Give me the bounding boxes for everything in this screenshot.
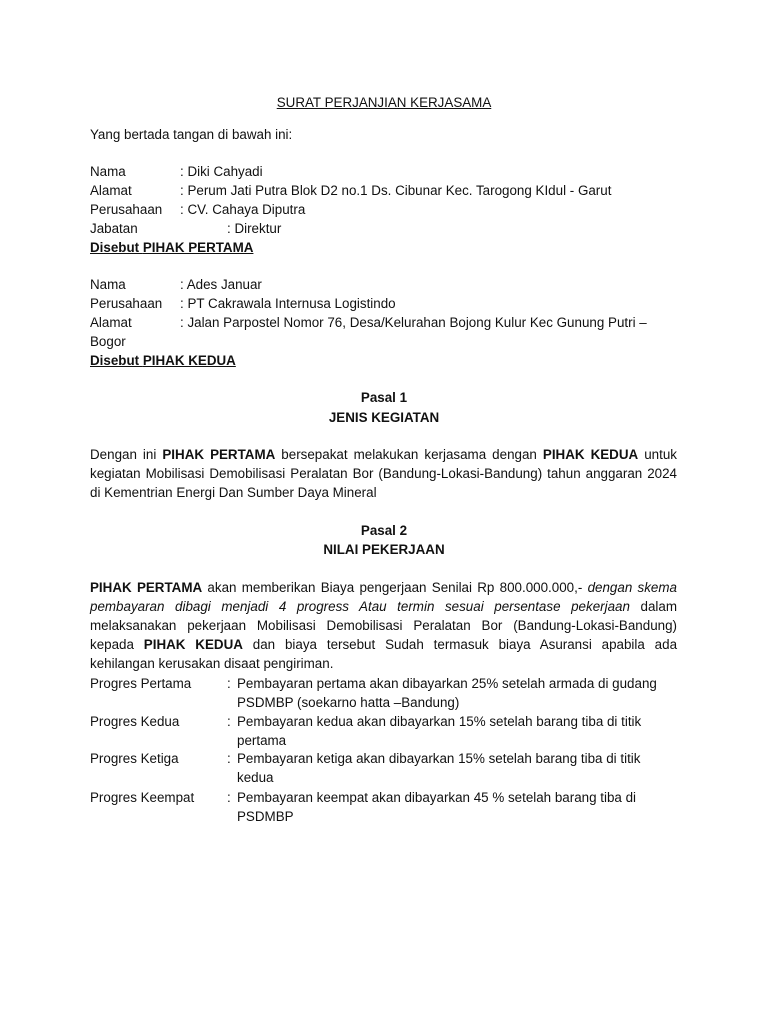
party1-address-row — [90, 181, 611, 200]
progress-label: Progres Kedua — [90, 714, 180, 729]
field-label: Jabatan — [90, 221, 138, 236]
party1-designation — [90, 238, 253, 257]
pasal2-paragraph-line — [90, 578, 677, 597]
progress-label: Progres Pertama — [90, 676, 192, 691]
progress-text-continuation: PSDMBP (soekarno hatta –Bandung) — [237, 695, 460, 710]
text-run: dalam — [629, 599, 677, 614]
progress-text-continuation: PSDMBP — [237, 809, 294, 824]
field-value: : CV. Cahaya Diputra — [180, 202, 306, 217]
pasal1-heading: JENIS KEGIATAN — [328, 410, 440, 425]
text-run: kepada — [90, 637, 144, 652]
designation-prefix: Disebut — [90, 240, 143, 255]
progress-colon: : — [227, 790, 231, 805]
pasal1-paragraph-line — [90, 445, 677, 464]
progress-colon: : — [227, 751, 231, 766]
party2-name-row — [90, 275, 262, 294]
pasal1-paragraph-line: di Kementrian Energi Dan Sumber Daya Mineral — [90, 485, 377, 500]
progress-label: Progres Ketiga — [90, 751, 179, 766]
field-value: : Direktur — [227, 221, 282, 236]
progress-label: Progres Keempat — [90, 790, 195, 805]
pasal1-number: Pasal 1 — [360, 390, 408, 405]
party-name-bold: PIHAK KEDUA — [542, 447, 639, 462]
pasal1-paragraph-line: kegiatan Mobilisasi Demobilisasi Peralatan Bor (Bandung-Lokasi-Bandung) tahun anggaran 2024 — [90, 466, 677, 481]
field-value: : Jalan Parpostel Nomor 76, Desa/Kelurahan Bojong Kulur Kec Gunung Putri – — [180, 315, 647, 330]
italic-run: pembayaran dibagi menjadi 4 progress Atau termin sesuai persentase pekerjaan — [90, 599, 630, 614]
field-value: : Ades Januar — [180, 277, 262, 292]
progress-item — [90, 712, 641, 731]
progress-text: Pembayaran ketiga akan dibayarkan 15% setelah barang tiba di titik — [237, 751, 641, 766]
progress-text: Pembayaran kedua akan dibayarkan 15% setelah barang tiba di titik — [237, 714, 642, 729]
field-value: : Perum Jati Putra Blok D2 no.1 Ds. Cibunar Kec. Tarogong KIdul - Garut — [180, 183, 612, 198]
field-label: Alamat — [90, 183, 132, 198]
pasal2-paragraph-line: kehilangan kerusakan disaat pengiriman. — [90, 656, 334, 671]
designation-name: PIHAK KEDUA — [142, 353, 236, 368]
party-name-bold: PIHAK PERTAMA — [90, 580, 203, 595]
pasal2-paragraph-line — [90, 597, 677, 616]
party1-position-row — [90, 219, 281, 238]
pasal2-number: Pasal 2 — [360, 523, 408, 538]
field-label: Perusahaan — [90, 296, 163, 311]
designation-prefix: Disebut — [90, 353, 143, 368]
party2-address-continuation: Bogor — [90, 334, 126, 349]
progress-text: Pembayaran keempat akan dibayarkan 45 % setelah barang tiba di — [237, 790, 636, 805]
field-value: : Diki Cahyadi — [180, 164, 263, 179]
text-run: untuk — [638, 447, 677, 462]
field-label: Alamat — [90, 315, 132, 330]
progress-text-continuation: kedua — [237, 770, 274, 785]
text-run: dan biaya tersebut Sudah termasuk biaya Asuransi apabila ada — [242, 637, 678, 652]
party1-company-row — [90, 200, 305, 219]
progress-item — [90, 788, 636, 807]
field-value: : PT Cakrawala Internusa Logistindo — [180, 296, 396, 311]
pasal2-heading: NILAI PEKERJAAN — [323, 542, 445, 557]
party-name-bold: PIHAK KEDUA — [143, 637, 243, 652]
party-name-bold: PIHAK PERTAMA — [162, 447, 276, 462]
field-label: Nama — [90, 277, 126, 292]
italic-run: dengan skema — [587, 580, 677, 595]
text-run: Dengan ini — [90, 447, 163, 462]
field-label: Nama — [90, 164, 126, 179]
party2-address-row — [90, 313, 647, 332]
progress-colon: : — [227, 676, 231, 691]
progress-text: Pembayaran pertama akan dibayarkan 25% setelah armada di gudang — [237, 676, 657, 691]
progress-item — [90, 674, 657, 693]
party2-designation — [90, 351, 236, 370]
pasal2-paragraph-line: melaksanakan pekerjaan Mobilisasi Demobilisasi Peralatan Bor (Bandung-Lokasi-Bandung) — [90, 618, 677, 633]
party1-name-row — [90, 162, 263, 181]
text-run: akan memberikan Biaya pengerjaan Senilai Rp 800.000.000,- — [202, 580, 588, 595]
pasal2-paragraph-line — [90, 635, 677, 654]
progress-item — [90, 749, 640, 768]
progress-colon: : — [227, 714, 231, 729]
progress-text-continuation: pertama — [237, 733, 287, 748]
document-title: SURAT PERJANJIAN KERJASAMA — [276, 95, 492, 110]
intro-text: Yang bertada tangan di bawah ini: — [90, 127, 293, 142]
designation-name: PIHAK PERTAMA — [142, 240, 254, 255]
text-run: bersepakat melakukan kerjasama dengan — [275, 447, 543, 462]
field-label: Perusahaan — [90, 202, 163, 217]
party2-company-row — [90, 294, 396, 313]
